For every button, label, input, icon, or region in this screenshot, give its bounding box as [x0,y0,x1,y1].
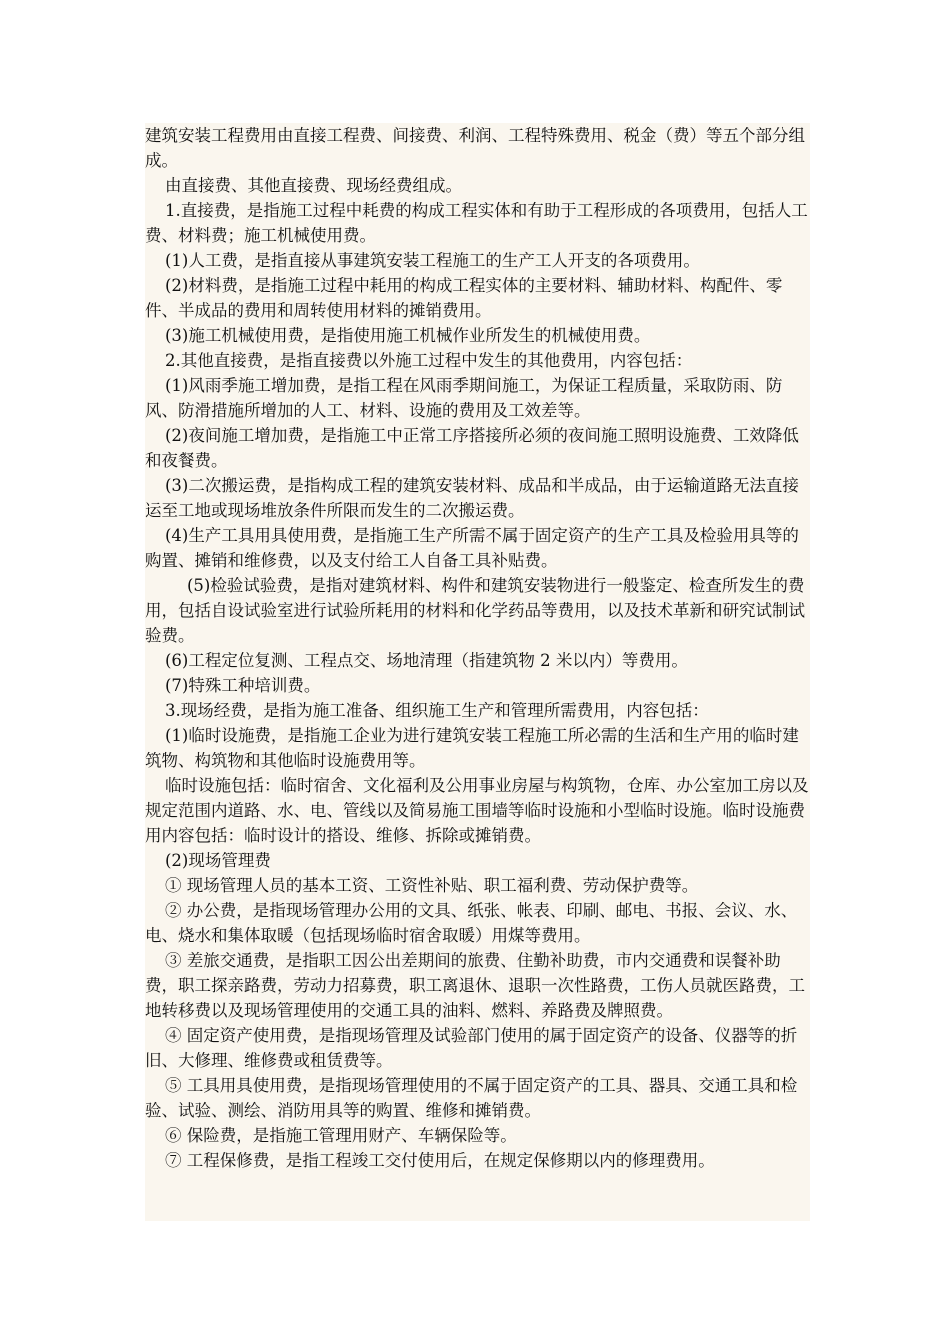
paragraph: (1)临时设施费，是指施工企业为进行建筑安装工程施工所必需的生活和生产用的临时建筑物、构筑物和其他临时设施费用等。 [145,726,799,770]
paragraph: ⑥ 保险费，是指施工管理用财产、车辆保险等。 [165,1126,517,1145]
document-body [145,123,810,1221]
paragraph: 3.现场经费，是指为施工准备、组织施工生产和管理所需费用，内容包括： [165,701,709,720]
paragraph: 1.直接费，是指施工过程中耗费的构成工程实体和有助于工程形成的各项费用，包括人工费、材料费；施工机械使用费。 [145,201,808,245]
paragraph: 临时设施包括：临时宿舍、文化福利及公用事业房屋与构筑物，仓库、办公室加工房以及规定范围内道路、水、电、管线以及简易施工围墙等临时设施和小型临时设施。临时设施费用内容包括：临时设计的搭设、维修、拆除或摊销费。 [145,776,809,845]
paragraph: (4)生产工具用具使用费，是指施工生产所需不属于固定资产的生产工具及检验用具等的购置、摊销和维修费，以及支付给工人自备工具补贴费。 [145,526,799,570]
paragraph: ③ 差旅交通费，是指职工因公出差期间的旅费、住勤补助费，市内交通费和误餐补助费，职工探亲路费，劳动力招募费，职工离退休、退职一次性路费，工伤人员就医路费，工地转移费以及现场管理使用的交通工具的油料、燃料、养路费及牌照费。 [145,951,805,1020]
paragraph: (1)人工费，是指直接从事建筑安装工程施工的生产工人开支的各项费用。 [165,251,700,270]
paragraph: (3)施工机械使用费，是指使用施工机械作业所发生的机械使用费。 [165,326,651,345]
paragraph: ② 办公费，是指现场管理办公用的文具、纸张、帐表、印刷、邮电、书报、会议、水、电、烧水和集体取暖（包括现场临时宿舍取暖）用煤等费用。 [145,901,798,945]
paragraph: (2)夜间施工增加费，是指施工中正常工序搭接所必须的夜间施工照明设施费、工效降低和夜餐费。 [145,426,799,470]
paragraph: (1)风雨季施工增加费，是指工程在风雨季期间施工，为保证工程质量，采取防雨、防风、防滑措施所增加的人工、材料、设施的费用及工效差等。 [145,376,783,420]
paragraph: (7)特殊工种培训费。 [165,676,321,695]
paragraph: (2)材料费，是指施工过程中耗用的构成工程实体的主要材料、辅助材料、构配件、零件、半成品的费用和周转使用材料的摊销费用。 [145,276,783,320]
paragraph: ⑦ 工程保修费，是指工程竣工交付使用后，在规定保修期以内的修理费用。 [165,1151,715,1170]
paragraph: ④ 固定资产使用费，是指现场管理及试验部门使用的属于固定资产的设备、仪器等的折旧、大修理、维修费或租赁费等。 [145,1026,798,1070]
paragraph: (2)现场管理费 [165,851,271,870]
paragraph: (5)检验试验费，是指对建筑材料、构件和建筑安装物进行一般鉴定、检查所发生的费用，包括自设试验室进行试验所耗用的材料和化学药品等费用，以及技术革新和研究试制试验费。 [145,576,805,645]
paragraph: 由直接费、其他直接费、现场经费组成。 [165,176,462,195]
paragraph: 建筑安装工程费用由直接工程费、间接费、利润、工程特殊费用、税金（费）等五个部分组成。 [145,126,805,170]
paragraph: 2.其他直接费，是指直接费以外施工过程中发生的其他费用，内容包括： [165,351,693,370]
paragraph: (3)二次搬运费，是指构成工程的建筑安装材料、成品和半成品，由于运输道路无法直接运至工地或现场堆放条件所限而发生的二次搬运费。 [145,476,799,520]
paragraph: (6)工程定位复测、工程点交、场地清理（指建筑物 2 米以内）等费用。 [165,651,688,670]
paragraph: ⑤ 工具用具使用费，是指现场管理使用的不属于固定资产的工具、器具、交通工具和检验、试验、测绘、消防用具等的购置、维修和摊销费。 [145,1076,798,1120]
paragraph: ① 现场管理人员的基本工资、工资性补贴、职工福利费、劳动保护费等。 [165,876,699,895]
